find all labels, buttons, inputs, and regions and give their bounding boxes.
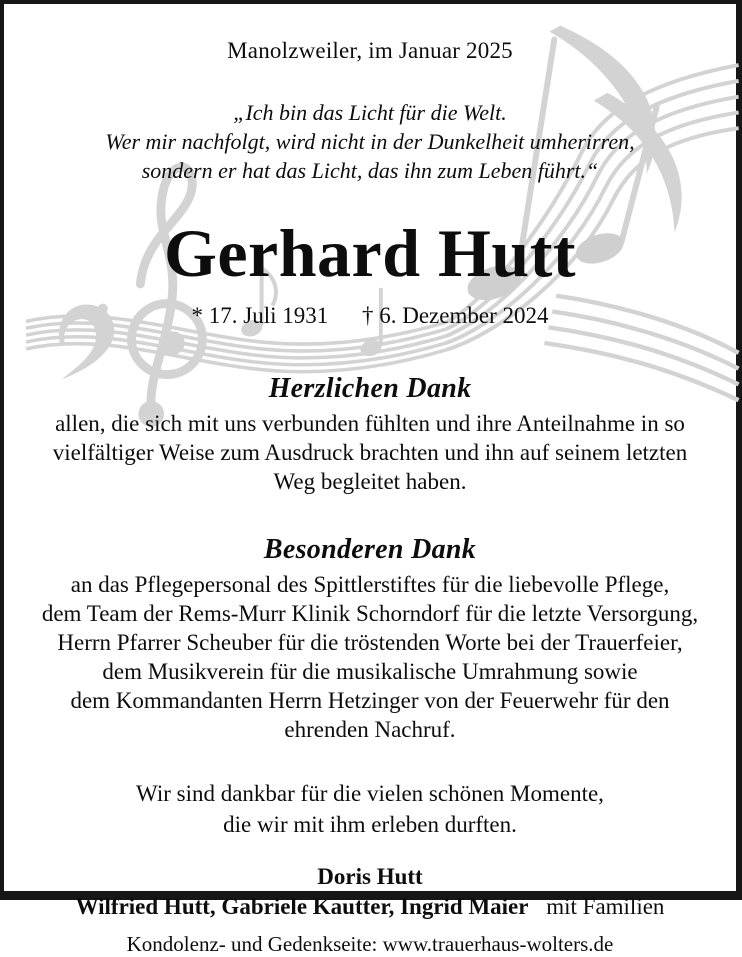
notice-content	[4, 38, 736, 957]
quote-line: „Ich bin das Licht für die Welt.	[233, 100, 507, 125]
special-thanks-text	[4, 570, 736, 744]
mourner-families-suffix: mit Familien	[546, 894, 665, 919]
quote-line: sondern er hat das Licht, das ihn zum Leben führt.“	[141, 158, 599, 183]
heading-besonderen-dank: Besonderen Dank	[263, 534, 477, 565]
condolence-website-line: Kondolenz- und Gedenkseite: www.trauerhaus-wolters.de	[126, 932, 614, 956]
text-line: allen, die sich mit uns verbunden fühlten und ihre Anteilnahme in so	[55, 411, 685, 436]
deceased-name: Gerhard Hutt	[163, 215, 577, 291]
mourner-names: Wilfried Hutt, Gabriele Kautter, Ingrid Maier	[75, 894, 529, 919]
text-line: ehrenden Nachruf.	[284, 717, 456, 742]
text-line: Herrn Pfarrer Scheuber für die tröstenden Worte bei der Trauerfeier,	[57, 630, 683, 655]
text-line: dem Team der Rems-Murr Klinik Schorndorf für die letzte Versorgung,	[41, 601, 699, 626]
text-line: Wir sind dankbar für die vielen schönen Momente,	[136, 781, 604, 806]
birth-date: * 17. Juli 1931	[191, 303, 329, 328]
scripture-quote	[4, 98, 736, 185]
text-line: dem Kommandanten Herrn Hetzinger von der Feuerwehr für den	[70, 688, 670, 713]
death-date: † 6. Dezember 2024	[361, 303, 549, 328]
place-dateline: Manolzweiler, im Januar 2025	[227, 38, 513, 63]
heartfelt-thanks-text	[4, 409, 736, 496]
text-line: vielfältiger Weise zum Ausdruck brachten und ihn auf seinem letzten	[52, 440, 688, 465]
mourner-secondary	[4, 894, 736, 920]
life-dates	[4, 303, 736, 329]
heading-herzlichen-dank: Herzlichen Dank	[268, 373, 472, 404]
text-line: die wir mit ihm erleben durften.	[223, 812, 517, 837]
mourner-primary: Doris Hutt	[317, 864, 423, 889]
text-line: an das Pflegepersonal des Spittlerstiftes für die liebevolle Pflege,	[70, 572, 670, 597]
text-line: Weg begleitet haben.	[273, 469, 467, 494]
text-line: dem Musikverein für die musikalische Umrahmung sowie	[102, 659, 638, 684]
gratitude-text	[4, 778, 736, 840]
quote-line: Wer mir nachfolgt, wird nicht in der Dunkelheit umherirren,	[105, 129, 635, 154]
